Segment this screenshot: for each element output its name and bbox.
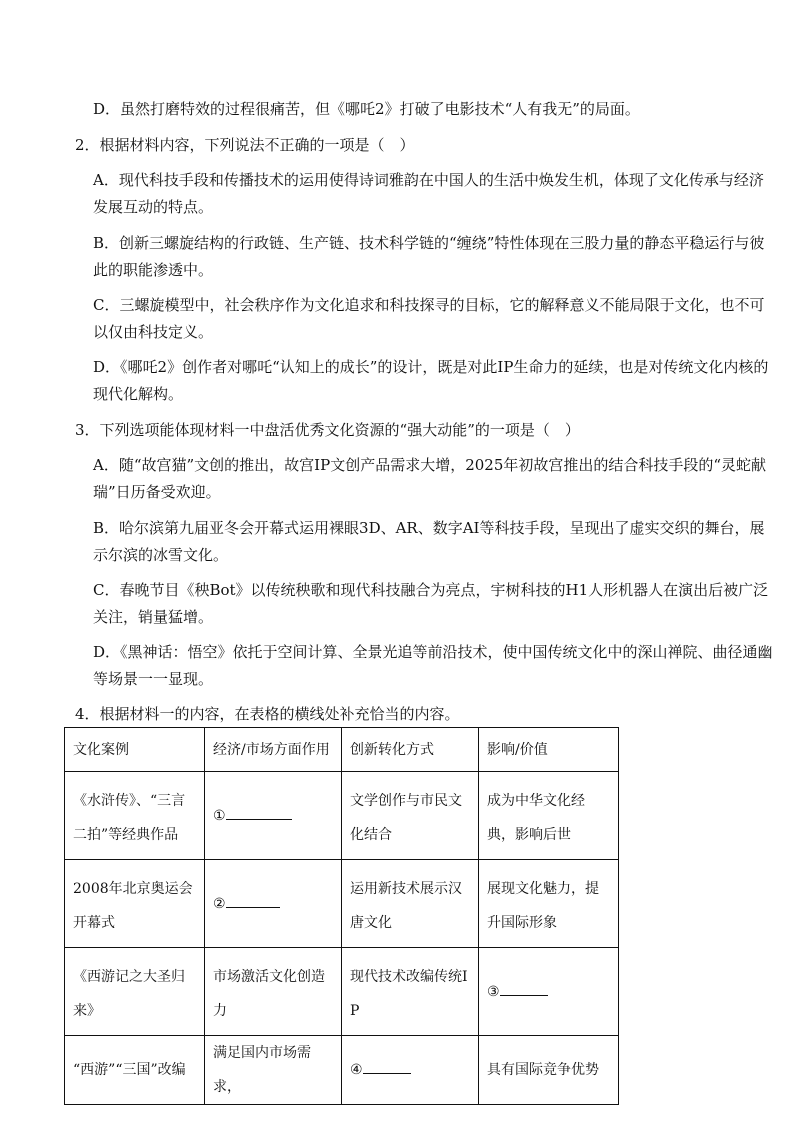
question-2: 2．根据材料内容，下列说法不正确的一项是（ ） — [75, 136, 415, 154]
q2-option-d-line1: D．《哪吒2》创作者对哪吒“认知上的成长”的设计，既是对此IP生命力的延续，也是对传统文化内核的 — [93, 358, 769, 376]
blank-cell-2 — [205, 860, 342, 948]
q1-option-d: D．虽然打磨特效的过程很痛苦，但《哪吒2》打破了电影技术“人有我无”的局面。 — [93, 100, 640, 118]
answer-blank-3[interactable] — [500, 979, 548, 996]
table-row — [65, 1036, 619, 1105]
q3-option-a-line1: A．随“故宫猫”文创的推出，故宫IP文创产品需求大增，2025年初故宫推出的结合科技手段的“灵蛇献 — [93, 456, 767, 474]
table-cell: “西游”“三国”改编 — [65, 1036, 205, 1105]
q3-option-c-line2: 关注，销量猛增。 — [93, 608, 214, 626]
blank-cell-3 — [479, 948, 619, 1036]
table-header-cell: 影响/价值 — [479, 728, 619, 772]
q3-option-b-line1: B．哈尔滨第九届亚冬会开幕式运用裸眼3D、AR、数字AI等科技手段，呈现出了虚实交织的舞台，展 — [93, 519, 765, 537]
q2-option-b-line1: B．创新三螺旋结构的行政链、生产链、技术科学链的“缠绕”特性体现在三股力量的静态平稳运行与彼 — [93, 234, 765, 252]
q2-option-c-line1: C．三螺旋模型中，社会秩序作为文化追求和科技探寻的目标，它的解释意义不能局限于文化，也不可 — [93, 296, 765, 314]
q2-option-a-line2: 发展互动的特点。 — [93, 198, 214, 216]
blank-marker: ③ — [487, 983, 500, 1000]
fill-in-table — [64, 727, 619, 1105]
blank-marker: ② — [213, 895, 226, 912]
table-cell: 运用新技术展示汉唐文化 — [342, 860, 479, 948]
table-cell: 具有国际竞争优势 — [479, 1036, 619, 1105]
question-4: 4．根据材料一的内容，在表格的横线处补充恰当的内容。 — [75, 705, 460, 723]
table-cell: 展现文化魅力，提升国际形象 — [479, 860, 619, 948]
table-header-row — [65, 728, 619, 772]
table-cell: 满足国内市场需求， — [205, 1036, 342, 1105]
table-header-cell: 经济/市场方面作用 — [205, 728, 342, 772]
blank-marker: ④ — [350, 1062, 363, 1078]
q2-option-b-line2: 此的职能渗透中。 — [93, 261, 214, 279]
blank-marker: ① — [213, 807, 226, 824]
table-row — [65, 860, 619, 948]
table-cell: 成为中华文化经典，影响后世 — [479, 772, 619, 860]
answer-blank-2[interactable] — [226, 891, 280, 908]
q3-option-c-line1: C．春晚节目《秧Bot》以传统秧歌和现代科技融合为亮点，宇树科技的H1人形机器人在演出后被广泛 — [93, 581, 769, 599]
table-cell: 《西游记之大圣归来》 — [65, 948, 205, 1036]
answer-blank-1[interactable] — [226, 803, 292, 820]
answer-blank-4[interactable] — [363, 1057, 411, 1074]
blank-cell-1 — [205, 772, 342, 860]
table-cell: 市场激活文化创造力 — [205, 948, 342, 1036]
q2-option-c-line2: 以仅由科技定义。 — [93, 323, 214, 341]
table-cell: 文学创作与市民文化结合 — [342, 772, 479, 860]
q2-option-a-line1: A．现代科技手段和传播技术的运用使得诗词雅韵在中国人的生活中焕发生机，体现了文化传承与经济 — [93, 171, 764, 189]
table-cell: 现代技术改编传统IP — [342, 948, 479, 1036]
q3-option-b-line2: 示尔滨的冰雪文化。 — [93, 546, 229, 564]
table-cell: 《水浒传》、“三言二拍”等经典作品 — [65, 772, 205, 860]
table-header-cell: 文化案例 — [65, 728, 205, 772]
question-3: 3．下列选项能体现材料一中盘活优秀文化资源的“强大动能”的一项是（ ） — [75, 421, 580, 439]
table-row — [65, 948, 619, 1036]
q2-option-d-line2: 现代化解构。 — [93, 385, 184, 403]
q3-option-d-line1: D．《黑神话：悟空》依托于空间计算、全景光追等前沿技术，使中国传统文化中的深山禅院、曲径通幽 — [93, 643, 773, 661]
q3-option-a-line2: 瑞”日历备受欢迎。 — [93, 483, 221, 501]
table-row — [65, 772, 619, 860]
q3-option-d-line2: 等场景一一显现。 — [93, 670, 214, 688]
table-cell: 2008年北京奥运会开幕式 — [65, 860, 205, 948]
blank-cell-4 — [342, 1036, 479, 1105]
table-header-cell: 创新转化方式 — [342, 728, 479, 772]
